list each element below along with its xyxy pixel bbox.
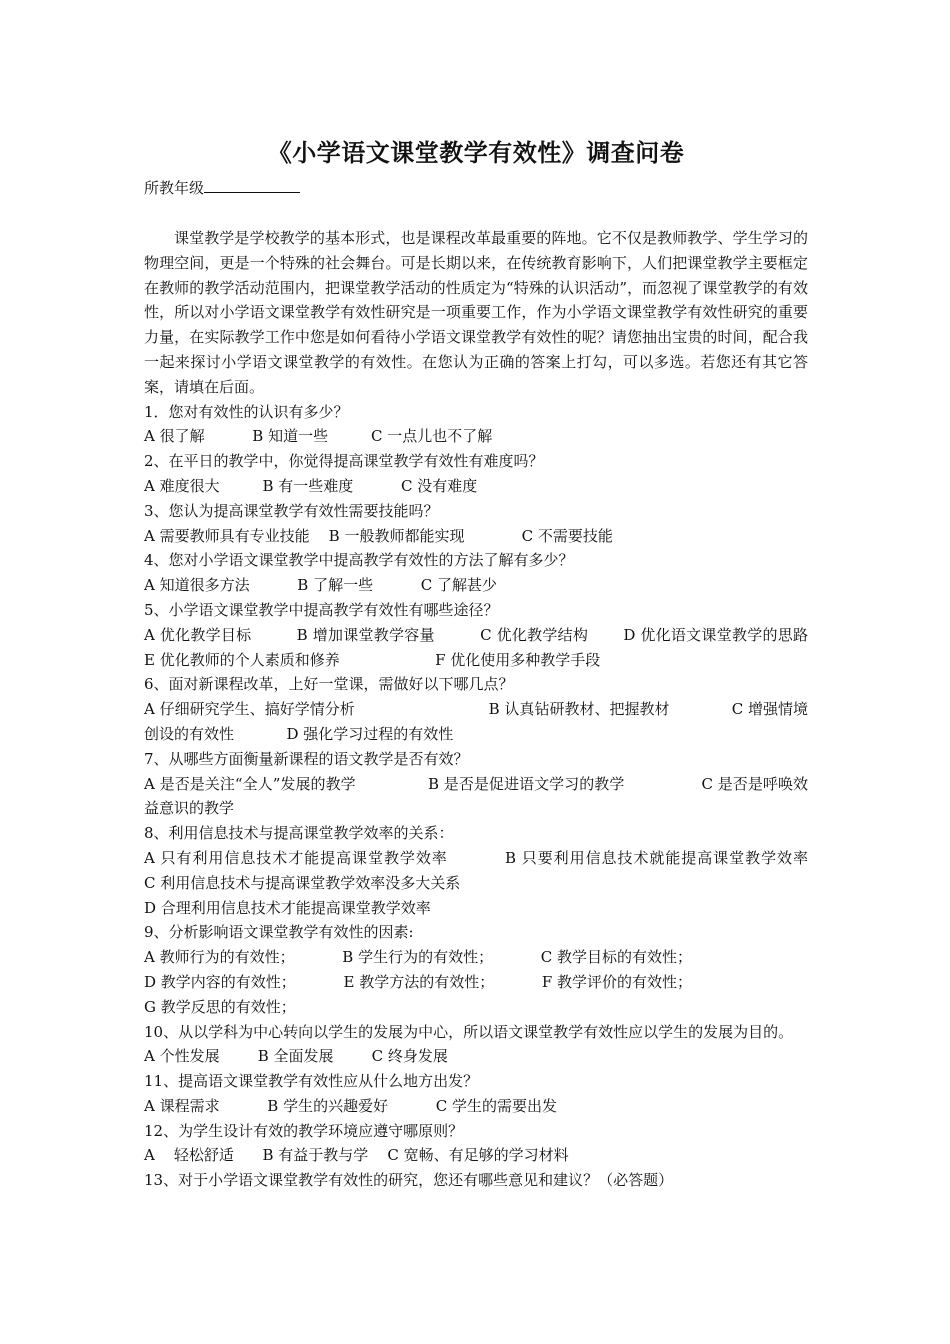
question-2-options[interactable]: A 难度很大 B 有一些难度 C 没有难度 [144, 476, 478, 495]
question-3: 3、您认为提高课堂教学有效性需要技能吗？ [144, 501, 439, 520]
question-10-options[interactable]: A 个性发展 B 全面发展 C 终身发展 [144, 1047, 448, 1066]
page-title: 《小学语文课堂教学有效性》调查问卷 [267, 138, 685, 167]
grade-label: 所教年级 [144, 179, 205, 197]
question-8-options[interactable]: A 只有利用信息技术才能提高课堂教学效率 B 只要利用信息技术就能提高课堂教学效率 C 利用信息技术与提高课堂教学效率没多大关系 D 合理利用信息技术才能提高课堂教学效率 [144, 848, 808, 917]
question-1-options[interactable]: A 很了解 B 知道一些 C 一点儿也不了解 [144, 427, 493, 446]
question-11-options[interactable]: A 课程需求 B 学生的兴趣爱好 C 学生的需要出发 [144, 1096, 557, 1115]
question-6: 6、面对新课程改革，上好一堂课，需做好以下哪几点？ [144, 675, 514, 694]
question-6-options[interactable]: A 仔细研究学生、搞好学情分析 B 认真钻研教材、把握教材 C 增强情境创设的有效性 D 强化学习过程的有效性 [144, 700, 808, 743]
question-2: 2、在平日的教学中，你觉得提高课堂教学有效性有难度吗？ [144, 452, 544, 471]
intro-paragraph: 课堂教学是学校教学的基本形式，也是课程改革最重要的阵地。它不仅是教师教学、学生学习的物理空间，更是一个特殊的社会舞台。可是长期以来，在传统教育影响下，人们把课堂教学主要框定在教师的教学活动范围内，把课堂教学活动的性质定为“特殊的认识活动”，而忽视了课堂教学的有效性，所以对小学语文课堂教学有效性研究是一项重要工作，作为小学语文课堂教学有效性研究的重要力量，在实际教学工作中您是如何看待小学语文课堂教学有效性的呢？请您抽出宝贵的时间，配合我一起来探讨小学语文课堂教学的有效性。在您认为正确的答案上打勾，可以多选。若您还有其它答案，请填在后面。 [144, 229, 808, 396]
question-4: 4、您对小学语文课堂教学中提高教学有效性的方法了解有多少？ [144, 551, 574, 570]
question-5-options[interactable]: A 优化教学目标 B 增加课堂教学容量 C 优化教学结构 D 优化语文课堂教学的思路 E 优化教师的个人素质和修养 F 优化使用多种教学手段 [144, 625, 847, 669]
survey-document [144, 136, 847, 1193]
question-7-options[interactable]: A 是否是关注“全人”发展的教学 B 是否是促进语文学习的教学 C 是否是呼唤效益意识的教学 [144, 774, 808, 818]
question-3-options[interactable]: A 需要教师具有专业技能 B 一般教师都能实现 C 不需要技能 [144, 526, 613, 545]
question-11: 11、提高语文课堂教学有效性应从什么地方出发？ [144, 1072, 479, 1091]
question-10: 10、从以学科为中心转向以学生的发展为中心，所以语文课堂教学有效性应以学生的发展为目的。 [144, 1022, 794, 1041]
question-9-options[interactable]: A 教师行为的有效性； B 学生行为的有效性； C 教学目标的有效性； D 教学内容的有效性； E 教学方法的有效性； F 教学评价的有效性； G 教学反思的有效性； [144, 948, 693, 1016]
question-list [144, 400, 847, 1194]
grade-blank-line[interactable] [204, 176, 300, 193]
question-13: 13、对于小学语文课堂教学有效性的研究，您还有哪些意见和建议？（必答题） [144, 1171, 674, 1190]
question-12-options[interactable]: A 轻松舒适 B 有益于教与学 C 宽畅、有足够的学习材料 [144, 1146, 569, 1165]
question-5: 5、小学语文课堂教学中提高教学有效性有哪些途径？ [144, 600, 499, 619]
question-12: 12、为学生设计有效的教学环境应遵守哪原则？ [144, 1121, 464, 1140]
question-7: 7、从哪些方面衡量新课程的语文教学是否有效？ [144, 749, 469, 768]
question-4-options[interactable]: A 知道很多方法 B 了解一些 C 了解甚少 [144, 576, 497, 595]
question-1: 1．您对有效性的认识有多少？ [144, 402, 349, 421]
question-8: 8、利用信息技术与提高课堂教学效率的关系： [144, 824, 454, 843]
question-9: 9、分析影响语文课堂教学有效性的因素: [144, 923, 414, 942]
grade-field [144, 176, 808, 200]
